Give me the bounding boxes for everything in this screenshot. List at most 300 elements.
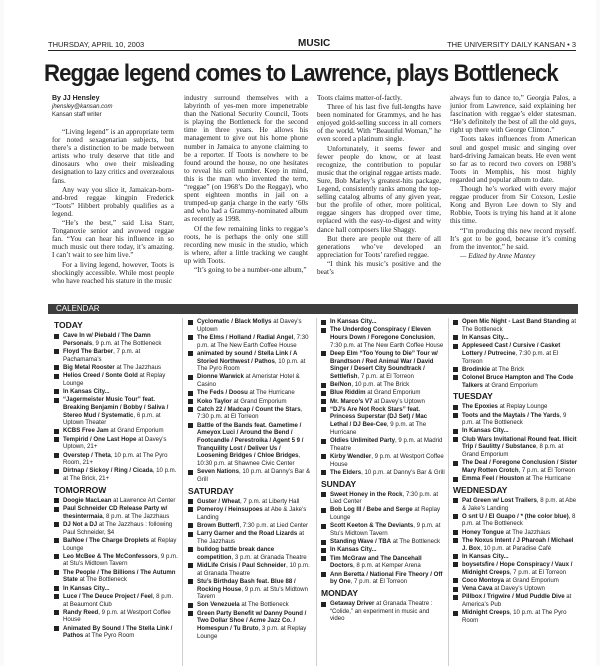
event-performers: Scott Keeton & The Deviants [330, 522, 414, 530]
article-paragraph: But there are people out there of all generations who’ve developed an appreciation for Toots’ rarefied reggae. [317, 234, 441, 259]
event-performers: Colonel Bruce Hampton and The Code Talkers [462, 373, 574, 389]
event-performers: Be/Non [330, 381, 352, 389]
bullet-square-icon [188, 547, 193, 552]
calendar-event [54, 467, 178, 482]
calendar-event [54, 521, 178, 536]
bullet-square-icon [188, 532, 193, 537]
bullet-square-icon [453, 562, 458, 567]
calendar-event [453, 537, 578, 552]
calendar-event [321, 350, 445, 381]
calendar-event [453, 342, 578, 365]
calendar-event [54, 505, 178, 520]
event-performers: Pomeroy / Heinsupoes [197, 505, 263, 513]
calendar-event [188, 406, 312, 421]
event-performers: Battle of the Bands feat. Gametime / Ameyox Luci / Around the Bend / Footcandle / Perestroika / Agent 5 9 / Tranquility Lost / Deliver Us / Loosening Bridges / Chloe Bridges [197, 421, 304, 460]
bullet-square-icon [188, 391, 193, 396]
calendar-event [54, 427, 178, 435]
article-paragraph: “He’s the best,” said Lisa Starr, Tonganoxie senior and avowed reggae fan. “You can hear his influence in so much music out there today, it’s amazing. I can’t wait to see him live.” [52, 219, 174, 260]
calendar-day-heading: MONDAY [321, 588, 358, 598]
bullet-square-icon [188, 335, 193, 340]
bullet-square-icon [453, 595, 458, 600]
bullet-square-icon [453, 530, 458, 535]
byline-author: By JJ Hensley [52, 95, 100, 102]
event-performers: Helios Creed / Sonte Gold [63, 372, 138, 380]
event-performers: In Kansas City... [462, 333, 509, 341]
event-performers: The Deal / Foregone Conclusion / Sister Mary Rotten Crotch [462, 459, 578, 474]
event-details: at Replay Lounge [330, 506, 441, 522]
bullet-square-icon [453, 498, 458, 503]
event-performers: Overstep / Theta [63, 451, 111, 459]
event-details: , 8 p.m. at Kemper Arena [353, 562, 421, 570]
calendar-event [54, 436, 178, 451]
event-performers: Standing Wave / TBA [330, 538, 392, 546]
event-performers: In Kansas City... [462, 427, 509, 435]
column-divider [316, 318, 317, 666]
bullet-square-icon [453, 413, 458, 418]
bullet-square-icon [54, 626, 59, 631]
event-details: at The Bottleneck [239, 601, 289, 609]
bullet-square-icon [54, 554, 59, 559]
calendar-event [188, 530, 312, 545]
bullet-square-icon [188, 603, 193, 608]
bullet-square-icon [54, 349, 59, 354]
event-details: at Replay Lounge [497, 403, 548, 411]
event-details: , 10 p.m. at The Pyro Room [462, 609, 567, 624]
calendar-event [321, 398, 445, 406]
article-paragraph: Toots claims matter-of-factly. [317, 94, 402, 102]
bullet-square-icon [321, 328, 326, 333]
calendar-event [321, 389, 445, 397]
bullet-square-icon [188, 423, 193, 428]
event-performers: Son Venezuela [197, 601, 240, 609]
event-details: at Grand Emporium [365, 389, 421, 397]
event-performers: In Kansas City... [63, 387, 110, 395]
calendar-event [453, 427, 578, 435]
calendar-event [54, 396, 178, 427]
event-performers: Catch 22 / Madcap / Count the Stars [197, 405, 301, 413]
event-details: , 10 p.m. at Danny’s Bar & Grill [361, 468, 445, 476]
event-performers: Cave In w/ Piebald / The Damn Personals [63, 332, 151, 347]
bullet-square-icon [321, 407, 326, 412]
event-performers: MidLife Crisis / Paul Schneider [197, 561, 287, 569]
event-performers: Pillbox / Trigwire / Mud Puddle Dive [462, 593, 565, 601]
event-details: at Lawrence Art Center [111, 496, 176, 504]
calendar-event [54, 372, 178, 387]
event-performers: Seven Nations [197, 468, 239, 476]
bullet-square-icon [321, 540, 326, 545]
bullet-square-icon [453, 538, 458, 543]
event-performers: In Kansas City... [330, 546, 377, 554]
bullet-square-icon [321, 508, 326, 513]
bullet-square-icon [321, 351, 326, 356]
event-performers: “Jagermeister Music Tour” feat. Breaking Benjamin / Bobby / Saliva / Stereo Mud / Systematic [63, 396, 169, 419]
event-performers: Getaway Driver [330, 600, 375, 607]
event-performers: Tempirid / One Last Hope [63, 435, 137, 443]
event-performers: Emma Feel / Houston [462, 475, 524, 483]
event-performers: Deep Elm “Too Young to Die” Tour w/ Brandtson / Red Animal War / David Singer / Desert City Soundtrack / Settlefish [330, 349, 438, 380]
article-paragraph: Though he’s worked with every major reggae producer from Sir Coxson, Leslie Kong and Byron Lee down to Sly and Robbie, Toots is trying his hand at it alone this time. [450, 185, 576, 226]
calendar-event [453, 412, 578, 427]
bullet-square-icon [321, 320, 326, 325]
event-details: , 8 p.m. at Beaumont Club [63, 592, 174, 608]
article-paragraph: “Living legend” is an appropriate term for noted sexagenarian subjects, but there’s a distinction to be made between artists who truly deserve that title and dinosaurs who owe their misleading designation to lazy critics and overzealous fans. [52, 128, 174, 185]
event-performers: Ba/Noe / The Charge Droplets [63, 536, 150, 544]
event-performers: In Kansas City... [63, 584, 110, 592]
event-details: at Davey’s Uptown, 21+ [63, 435, 167, 451]
calendar-event [453, 577, 578, 585]
calendar-event [321, 318, 445, 326]
article-paragraph: Toots takes influences from American soul and gospel music and singing over hard-driving Jamaican beats. He even went so far as to record two covers on 1988’s Toots in Memphis, his most highly regarded and popular album to date. [450, 135, 576, 184]
event-performers: Open Mic Night - Last Band Standing [462, 318, 570, 325]
event-performers: Brown Butterfl [197, 521, 240, 529]
calendar-event [54, 569, 178, 584]
calendar-event [54, 364, 178, 372]
calendar-event [453, 561, 578, 576]
calendar-event [321, 600, 445, 623]
bullet-square-icon [54, 365, 59, 370]
calendar-event [321, 381, 445, 389]
bullet-square-icon [54, 469, 59, 474]
event-details: , 10 p.m. at The Pyro Room, 21+ [63, 451, 168, 467]
calendar-event [453, 366, 578, 374]
bullet-square-icon [453, 477, 458, 482]
event-details: , 7 p.m. at Pachamama’s [63, 347, 141, 363]
bullet-square-icon [188, 523, 193, 528]
bullet-square-icon [321, 572, 326, 577]
bullet-square-icon [321, 439, 326, 444]
bullet-square-icon [453, 461, 458, 466]
event-details: , 10 p.m. at Danny’s Bar & Grill [197, 468, 311, 484]
calendar-event [188, 546, 312, 561]
calendar-event [453, 403, 578, 411]
calendar-event [188, 389, 312, 397]
event-details: , 8 p.m. at The Jazzhaus [102, 512, 170, 520]
bullet-square-icon [321, 383, 326, 388]
event-details: , 10 p.m. at The Pyro Room [197, 357, 306, 373]
bullet-square-icon [54, 586, 59, 591]
event-details: , 9 p.m. at Westport Coffee House [63, 608, 171, 624]
bullet-square-icon [188, 579, 193, 584]
article-paragraph: “It’s going to be a number-one album,” [194, 265, 307, 274]
event-details: at The Bottleneck [77, 576, 127, 584]
event-performers: Honey Tongue [462, 528, 504, 536]
event-performers: Dirtnap / Sickoy / Ring / Cicada [63, 467, 153, 475]
event-details: at The Jazzhaus [503, 528, 551, 536]
headline: Reggae legend comes to Lawrence, plays Bottleneck [44, 60, 558, 87]
paper-name: THE UNIVERSITY DAILY KANSAN • 3 [447, 40, 576, 49]
calendar-event [54, 625, 178, 640]
event-details: , 9 p.m. at The Hurricane [330, 421, 427, 436]
bullet-square-icon [54, 538, 59, 543]
article-column-1 [52, 128, 174, 286]
bullet-square-icon [188, 611, 193, 616]
calendar-event [54, 537, 178, 552]
event-performers: Oldies Unlimited Party [330, 437, 396, 445]
calendar-event [453, 593, 578, 608]
calendar-event [453, 334, 578, 342]
bullet-square-icon [188, 507, 193, 512]
calendar-event [54, 348, 178, 363]
calendar-event [453, 374, 578, 389]
event-performers: Club Wars Invitational Round feat. Illicit Trip / Saulitty / Substance [462, 435, 577, 451]
bullet-square-icon [54, 453, 59, 458]
event-details: , 7:30 p.m. at The New Earth Coffee House [330, 333, 444, 349]
event-details: , 7 p.m. at El Torreon [518, 466, 575, 474]
event-details: , 9 p.m. at Westport Coffee House [330, 452, 444, 468]
calendar-day-heading: SUNDAY [321, 478, 357, 489]
bullet-square-icon [321, 391, 326, 396]
event-performers: Larry Garner and the Road Lizards [197, 530, 298, 538]
article-column-4 [450, 94, 576, 261]
calendar-event [321, 437, 445, 452]
calendar-event [453, 529, 578, 537]
event-performers: The Elders [330, 468, 362, 476]
bullet-square-icon [321, 454, 326, 459]
calendar-event [453, 318, 578, 333]
bullet-square-icon [188, 399, 193, 404]
event-performers: O snt U / El Guapo / * (the color blue) [462, 512, 569, 520]
event-performers: Midnight Creeps [462, 609, 510, 617]
event-performers: The Epoxies [462, 403, 498, 411]
calendar-event [321, 469, 445, 477]
article-paragraph: Of the few remaining links to reggae’s roots, he is perhaps the only one still recording new music in the studio, which is where, after a little tracking we caught up with Toots. [184, 224, 308, 265]
calendar-event [188, 498, 312, 506]
event-details: at Granada Theatre : “Colide,” an experiment in music and video [330, 600, 433, 623]
calendar-event [321, 546, 445, 554]
bullet-square-icon [54, 610, 59, 615]
calendar-event [453, 585, 578, 593]
bullet-square-icon [453, 375, 458, 380]
event-performers: DJ Not a DJ [63, 520, 98, 528]
event-details: at The Jazzhaus : following Paul Schneider, $4 [63, 520, 173, 536]
event-details: at Grand Emporium [503, 576, 559, 584]
event-performers: Randy Reed [63, 608, 99, 616]
event-performers: Animated By Sound / The Stella Link / Pathos [63, 624, 173, 640]
event-details: , 6 p.m. at Uptown Theater [63, 411, 161, 427]
article-paragraph: always fun to dance to,” Georgia Palos, a junior from Lawrence, said explaining her fascination with reggae’s elder statesman. “He’s definitely the best of all the old guys, right up there with George Clinton.” [450, 94, 576, 135]
event-details: , 8 p.m. at Abe & Jake’s Landing [462, 496, 577, 512]
calendar-event [188, 373, 312, 388]
event-performers: Cyclomatic / Black Mollys [197, 318, 272, 325]
bullet-square-icon [453, 367, 458, 372]
event-performers: The Noxus Intent / J Pharoah / Michael J. Box [462, 536, 574, 552]
event-details: at Replay Lounge [63, 372, 166, 387]
event-details: at The Hurricane [247, 389, 295, 397]
event-performers: Tim McGraw and The Dancehall Doctors [330, 554, 422, 570]
event-details: , 10 p.m. at The Brick [351, 381, 410, 389]
bullet-square-icon [54, 594, 59, 599]
event-details: , 10 p.m. at Granada Theatre [197, 561, 310, 577]
bullet-square-icon [54, 389, 59, 394]
calendar-day-heading: TOMORROW [54, 484, 107, 495]
calendar-event [188, 601, 312, 609]
event-details: at The Bottleneck [391, 538, 441, 546]
event-details: , 7 p.m. at Liberty Hall [240, 497, 300, 505]
section-name: MUSIC [298, 38, 331, 49]
event-details: , 8 p.m. at Grand Emporium [462, 443, 564, 459]
calendar-event [54, 452, 178, 467]
calendar-event [188, 610, 312, 641]
event-performers: Vena Cava [462, 585, 493, 593]
calendar-event [453, 475, 578, 483]
calendar-column-1 [54, 318, 178, 641]
calendar-event [321, 406, 445, 437]
event-performers: Bob Log III / Bebe and Serge [330, 506, 413, 514]
calendar-event [321, 326, 445, 349]
calendar-event [321, 522, 445, 537]
article-paragraph: Unfortunately, it seems fewer and fewer people do know, or at least recognize, the contribution to popular music that the original reggae artists made. Sure, Bob Marley’s greatest-hits package, Legend, consistently ranks among the top-selling catalog albums of any given year, but the profile of other, more political, reggae singers has dropped over time, replaced with the easy-to-digest and witty dance hall composers like Shaggy. [317, 144, 441, 234]
page-number: 3 [571, 40, 576, 49]
bullet-square-icon [188, 499, 193, 504]
byline-email: jhensley@kansan.com [52, 104, 113, 110]
event-details: , 7 p.m. at El Torreon [509, 568, 567, 576]
bullet-square-icon [453, 405, 458, 410]
event-details: at The Hurricane [523, 475, 571, 483]
calendar-event [188, 562, 312, 577]
event-performers: The Underdog Conspiracy / Eleven Hours Down / Foregone Conclusion [330, 326, 434, 341]
calendar-event [188, 398, 312, 406]
bullet-square-icon [188, 351, 193, 356]
event-performers: Luce / The Deuce Project / Feel [63, 592, 153, 600]
event-details: at Replay Lounge [63, 536, 177, 552]
bullet-square-icon [453, 578, 458, 583]
calendar-event [54, 553, 178, 568]
bullet-square-icon [453, 514, 458, 519]
header-rule [48, 50, 576, 51]
article-paragraph: industry surround themselves with a labyrinth of yes-men more impenetrable than the National Security Council, Toots is playing the Bottleneck for the second time in three years. He allows his management to give out his home phone number in Jamaica to anyone claiming to be a reporter. If Toots is nowhere to be found around the house, no one hesitates to reveal his cell number. Keep in mind, this is the man who invented the term, “reggae” (on 1968’s Do the Reggay), who spent eighteen months in jail on a trumped-up ganja charge in the early ‘60s and who had a Grammy-nominated album as recently as 1998. [184, 94, 308, 224]
calendar-event [453, 609, 578, 624]
event-details: , 9 p.m. at Stu’s Midtown Tavern [330, 522, 441, 538]
event-performers: Sweet Honey in the Rock [330, 490, 403, 498]
event-details: at The Jazzhaus [197, 530, 305, 545]
issue-date: THURSDAY, APRIL 10, 2003 [48, 40, 145, 49]
event-details: , 10 p.m. at The Brick, 21+ [63, 467, 177, 483]
article-paragraph: Three of his last five full-lengths have been nominated for Grammys, and he has enjoyed gold-selling success in all corners of the world. With “Beautiful Woman,” he even scored a platinum single. [317, 103, 441, 144]
calendar-event [188, 350, 312, 373]
calendar-header: CALENDAR [48, 304, 578, 314]
bullet-square-icon [54, 498, 59, 503]
event-performers: bulldog battle break dance competition [197, 545, 275, 561]
calendar-event [453, 513, 578, 528]
article-paragraph: For a living legend, however, Toots is shockingly accessible. While most people who have reached his stature in the music [52, 260, 174, 285]
event-details: at Grand Emporium [231, 397, 287, 405]
calendar-event [321, 453, 445, 468]
calendar-event [321, 571, 445, 586]
event-details: , 7:30 p.m. at El Torreon [462, 349, 559, 365]
bullet-square-icon [188, 320, 193, 325]
bullet-square-icon [188, 470, 193, 475]
calendar-event [54, 332, 178, 347]
calendar-event [321, 538, 445, 546]
event-details: at Abe & Jake’s Landing [197, 505, 307, 521]
event-details: at The Jazzhaus [114, 363, 162, 371]
event-details: at Davey’s Uptown [197, 318, 302, 333]
calendar-event [188, 318, 312, 333]
calendar-column-4 [453, 318, 578, 625]
bullet-square-icon [453, 587, 458, 592]
calendar-event [453, 436, 578, 459]
calendar-event [188, 468, 312, 483]
bullet-square-icon [54, 507, 59, 512]
event-performers: Brodinkie [462, 365, 491, 373]
event-details: , 9 p.m. at The Bottleneck [462, 411, 567, 427]
event-details: at Grand Emporium [482, 381, 538, 389]
calendar-event [54, 585, 178, 593]
bullet-square-icon [453, 335, 458, 340]
event-performers: boysetsfire / Hope Conspiracy / Vaux / Midnight Creeps [462, 560, 573, 576]
calendar-event [188, 334, 312, 349]
event-details: at The Bottleneck [462, 318, 577, 333]
bullet-square-icon [54, 522, 59, 527]
calendar-event [321, 555, 445, 570]
event-details: , 7 p.m. at El Torreon [350, 578, 408, 586]
event-details: , 9 p.m. at The Bottleneck [92, 339, 162, 347]
event-performers: Green Party Benefit w/ Danny Pound / Two Dollar Shoe / Acme Jazz Co. / Homespun / Tu Bruto [197, 609, 307, 633]
event-details: , 9 p.m. at Madrid Theatre [330, 437, 443, 452]
event-details: , 7:30 p.m. at Lied Center [330, 490, 439, 506]
calendar-day-heading: SATURDAY [188, 485, 234, 496]
event-performers: Koko Taylor [197, 397, 232, 405]
bullet-square-icon [321, 548, 326, 553]
event-details: at The Brick [490, 365, 525, 373]
bullet-square-icon [54, 398, 59, 403]
column-divider [448, 318, 449, 666]
event-details: , 10 p.m. at Paradise Café [480, 544, 552, 552]
event-performers: In Kansas City... [462, 552, 509, 560]
bullet-square-icon [453, 611, 458, 616]
byline-role: Kansan staff writer [52, 112, 102, 118]
event-details: , 7 p.m. at El Torreon [357, 372, 414, 380]
article-column-3 [317, 94, 441, 277]
calendar-event [188, 506, 312, 521]
bullet-square-icon [321, 492, 326, 497]
editor-credit: — Edited by Anne Mantey [460, 251, 536, 260]
event-performers: Appleseed Cast / Cursive / Casket Lottery / Putrecine [462, 342, 561, 357]
bullet-square-icon [453, 344, 458, 349]
bullet-square-icon [453, 554, 458, 559]
event-details: at The Pyro Room [83, 632, 135, 640]
event-performers: The Feds / Doosu [197, 389, 248, 397]
event-details: at Grand Emporium [108, 427, 164, 435]
event-details: at Davey’s Uptown [492, 585, 545, 593]
event-details: , 9 p.m. at Stu’s Midtown Tavern [63, 552, 178, 568]
article-paragraph: Any way you slice it, Jamaican-born-and-bred reggae kingpin Frederick “Toots” Hibbert probably qualifies as a legend. [52, 185, 174, 218]
calendar-event [54, 497, 178, 505]
event-performers: The Elms / Holland / Radial Angel [197, 333, 294, 341]
article-column-2 [184, 94, 308, 275]
event-performers: animated by sound / Stella Link / A Storied Northwest / Pathos [197, 349, 298, 365]
article-paragraph: “I think his music’s positive and the beat’s [317, 259, 441, 276]
bullet-square-icon [54, 429, 59, 434]
calendar-event [321, 506, 445, 521]
event-details: , 9 p.m. at Stu’s Midtown Tavern [197, 585, 308, 601]
event-performers: Big Metal Rooster [63, 363, 115, 371]
calendar-event [453, 553, 578, 561]
event-performers: Blue Riddim [330, 389, 366, 397]
event-performers: Toots and the Maytals / The Yards [462, 411, 560, 419]
event-details: , 7:30 p.m. at El Torreon [197, 405, 303, 421]
byline [52, 95, 172, 119]
event-performers: Kirby Wendler [330, 452, 372, 460]
event-details: at Davey’s Uptown [372, 397, 425, 405]
bullet-square-icon [453, 429, 458, 434]
bullet-square-icon [321, 602, 326, 607]
bullet-square-icon [453, 437, 458, 442]
event-performers: Dionne Warwick [197, 373, 244, 381]
event-details: , 8 p.m. at The Bottleneck [462, 512, 576, 528]
calendar-event [188, 578, 312, 601]
bullet-square-icon [54, 334, 59, 339]
